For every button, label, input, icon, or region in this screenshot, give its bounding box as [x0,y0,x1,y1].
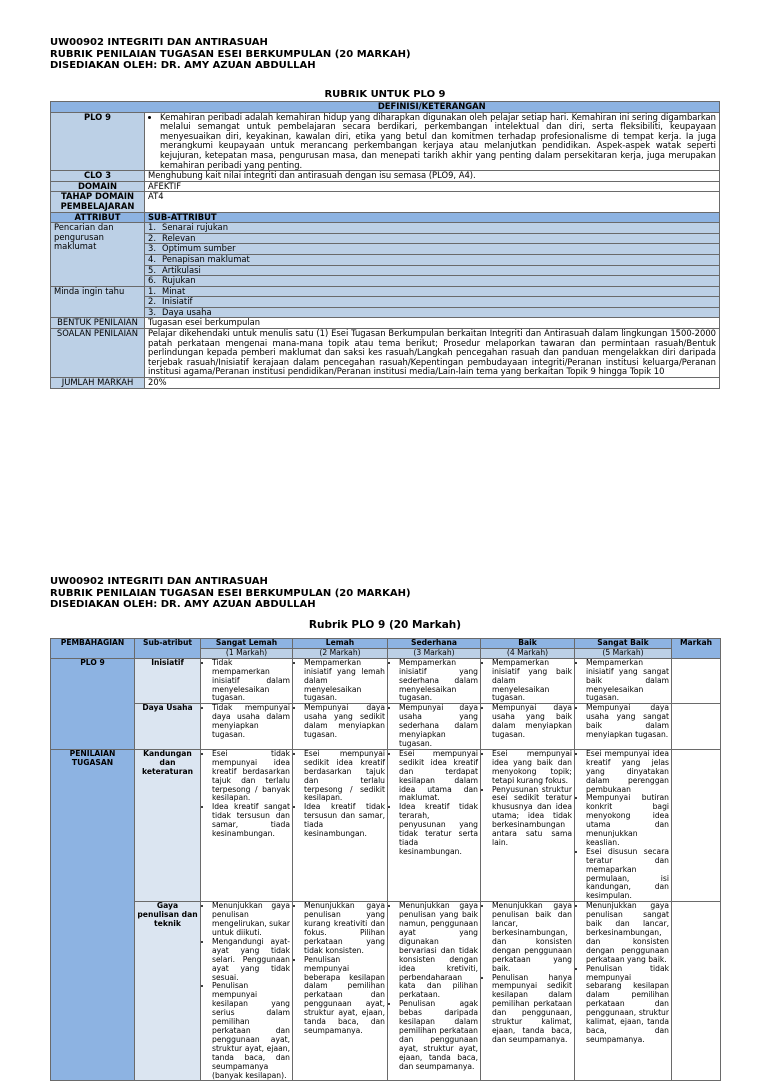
subattr-gaya-penulisan: Gaya penulisan dan teknik [135,902,201,1081]
soalan-value: Pelajar dikehendaki untuk menulis satu (1) Esei Tugasan Berkumpulan berkaitan Integriti dan Antirasuah dalam lingkungan 1500-2000 patah perkataan mengenai mana-mana topik atau tema berikut; Prosedur melaporkan tawaran dan permintaan rasuah/Bentuk perlindungan kepada pemberi maklumat dan saksi kes rasuah/Langkah pencegahan rasuah dan panduan mengelakkan diri daripada terjebak rasuah/Inisiatif kerajaan dalam pencegahan rasuah/Kepentingan pembudayaan integriti/Peranan institusi keluarga/Peranan institusi agama/Peranan institusi pendidikan/Peranan institusi media/Lain-lain tema yang berkaitan Topik 9 hingga Topik 10 [145,329,720,378]
rubric-cell: • Mempunyai daya usaha yang sangat baik dalam menyiapkan tugasan. [575,704,672,750]
domain-value: AFEKTIF [145,181,720,192]
rubric-cell: • Mempunyai daya usaha yang sederhana dalam menyiapkan tugasan. [388,704,481,750]
markah-cell[interactable] [672,658,721,704]
mark-4: (4 Markah) [481,648,575,658]
page2-title: Rubrik PLO 9 (20 Markah) [308,619,462,631]
rubric-cell: • Tidak mempunyai daya usaha dalam menyiapkan tugasan. [201,704,293,750]
rubric-cell: • Menunjukkan gaya penulisan baik dan lancar, berkesinambungan, dan konsisten dengan penggunaan perkataan yang baik. • Penulisan hanya mempunyai sedikit kesilapan dalam pemilihan perkataan dan penggunaan, struktur kalimat, ejaan, tanda baca, dan seumpamanya. [481,902,575,1081]
mark-1: (1 Markah) [201,648,293,658]
rubric-cell: • Esei mempunyai sedikit idea kreatif berdasarkan tajuk dan terlalu terpesong / sedikit kesilapan. • Idea kreatif tidak tersusun dan samar, tiada kesinambungan. [293,749,388,901]
page1-title: RUBRIK UNTUK PLO 9 [324,89,446,100]
subattr-item: 3. Optimum sumber [145,244,720,255]
tahap-value: AT4 [145,192,720,212]
bentuk-label: BENTUK PENILAIAN [51,318,145,329]
rubric-cell: • Tidak mempamerkan inisiatif dalam menyelesaikan tugasan. [201,658,293,704]
table-row [51,749,721,901]
markah-cell[interactable] [672,902,721,1081]
subattr-item: 3. Daya usaha [145,307,720,318]
plo-label: PLO 9 [51,112,145,171]
col-sederhana: Sederhana [388,639,481,649]
mark-2: (2 Markah) [293,648,388,658]
rubric-cell: • Mempunyai daya usaha yang baik dalam menyiapkan tugasan. [481,704,575,750]
table-row [51,658,721,704]
subattr-item: 2. Relevan [145,233,720,244]
rubric-title: RUBRIK PENILAIAN TUGASAN ESEI BERKUMPULAN (20 MARKAH) [50,48,411,60]
subattr-item: 2. Inisiatif [145,297,720,308]
prepared-by: DISEDIAKAN OLEH: DR. AMY AZUAN ABDULLAH [50,60,316,71]
rubric-cell: • Mempamerkan inisiatif yang sangat baik dalam menyelesaikan tugasan. [575,658,672,704]
rubric-cell: • Esei tidak mempunyai idea kreatif berdasarkan tajuk dan terlalu terpesong / banyak kesilapan. • Idea kreatif sangat tidak tersusun dan samar, tiada kesinambungan. [201,749,293,901]
course-title: UW00902 INTEGRITI DAN ANTIRASUAH [50,37,268,48]
plo-definition-table [50,101,720,389]
markah-cell[interactable] [672,704,721,750]
attr-pencarian: Pencarian dan pengurusan maklumat [51,223,145,287]
col-baik: Baik [481,639,575,649]
subattr-kandungan: Kandungan dan keteraturan [135,749,201,901]
subattr-label: SUB-ATTRIBUT [145,212,720,223]
page2-header [50,576,411,611]
page1-header [50,37,411,72]
plo-definition: • Kemahiran peribadi adalah kemahiran hidup yang diharapkan digunakan oleh pelajar setiap hari. Kemahiran ini sering digambarkan melalui semangat untuk pembelajaran secara berdikari, perkembangan intelektual dan diri, serta fleksibiliti, keupayaan menyesuaikan diri, keyakinan, kawalan diri, etika yang betul dan komitmen terhadap profesionalisme di tempat kerja. Ia juga merangkumi keupayaan untuk merancang perkembangan kerjaya atau melanjutkan pendidikan. Aspek-aspek watak seperti kejujuran, ketepatan masa, pengurusan masa, dan menepati tarikh akhir yang penting dalam persekitaran kerja, juga merupakan kemahiran peribadi yang penting. [145,112,720,171]
rubric-cell: • Menunjukkan gaya penulisan sangat baik dan lancar, berkesinambungan, dan konsisten dengan penggunaan perkataan yang baik. • Penulisan tidak mempunyai sebarang kesilapan dalam pemilihan perkataan dan penggunaan, struktur kalimat, ejaan, tanda baca, dan seumpamanya. [575,902,672,1081]
rubric-cell: • Menunjukkan gaya penulisan mengelirukan, sukar untuk diikuti. • Mengandungi ayat-ayat yang tidak selari. Penggunaan ayat yang tidak sesuai. • Penulisan mempunyai kesilapan yang serius dalam pemilihan perkataan dan penggunaan ayat, struktur ayat, ejaan, tanda baca, dan seumpamanya (banyak kesilapan). [201,902,293,1081]
mark-3: (3 Markah) [388,648,481,658]
soalan-label: SOALAN PENILAIAN [51,329,145,378]
bentuk-value: Tugasan esei berkumpulan [145,318,720,329]
rubric-cell: • Mempunyai daya usaha yang sedikit dalam menyiapkan tugasan. [293,704,388,750]
subattr-item: 1. Senarai rujukan [145,223,720,234]
domain-label: DOMAIN [51,181,145,192]
rubric-cell: • Mempamerkan inisiatif yang sederhana dalam menyelesaikan tugasan. [388,658,481,704]
table-row [51,902,721,1081]
attr-minda: Minda ingin tahu [51,286,145,318]
col-sangat-lemah: Sangat Lemah [201,639,293,649]
tahap-label: TAHAP DOMAIN PEMBELAJARAN [51,192,145,212]
col-subatribut: Sub-atribut [135,639,201,659]
subattr-item: 5. Artikulasi [145,265,720,276]
rubric-title: RUBRIK PENILAIAN TUGASAN ESEI BERKUMPULAN (20 MARKAH) [50,587,411,599]
jumlah-label: JUMLAH MARKAH [51,378,145,389]
course-title: UW00902 INTEGRITI DAN ANTIRASUAH [50,576,268,587]
jumlah-value: 20% [145,378,720,389]
col-header: DEFINISI/KETERANGAN [145,102,720,113]
rubric-cell: • Esei mempunyai sedikit idea kreatif dan terdapat kesilapan dalam idea utama dan maklumat. • Idea kreatif tidak terarah, penyusunan yang tidak teratur serta tiada kesinambungan. [388,749,481,901]
col-sangat-baik: Sangat Baik [575,639,672,649]
subattr-item: 4. Penapisan maklumat [145,254,720,265]
attr-label: ATTRIBUT [51,212,145,223]
subattr-item: 6. Rujukan [145,276,720,287]
col-pembahagian: PEMBAHAGIAN [51,639,135,659]
mark-5: (5 Markah) [575,648,672,658]
rubric-cell: • Mempamerkan inisiatif yang baik dalam menyelesaikan tugasan. [481,658,575,704]
table-row [51,704,721,750]
clo-value: Menghubung kait nilai integriti dan antirasuah dengan isu semasa (PLO9, A4). [145,171,720,182]
col-lemah: Lemah [293,639,388,649]
markah-cell[interactable] [672,749,721,901]
rubric-cell: • Esei mempunyai idea yang baik dan menyokong topik; tetapi kurang fokus. • Penyusunan struktur esei sedikit teratur khususnya dan idea utama; idea tidak berkesinambungan antara satu sama lain. [481,749,575,901]
rubric-table [50,638,721,1081]
rubric-cell: • Mempamerkan inisiatif yang lemah dalam menyelesaikan tugasan. [293,658,388,704]
rubric-cell: • Menunjukkan gaya penulisan yang baik namun, penggunaan ayat yang digunakan bervariasi dan tidak konsisten dengan idea kretiviti, perbendaharaan kata dan pilihan perkataan. • Penulisan agak bebas daripada kesilapan dalam pemilihan perkataan dan penggunaan ayat, struktur ayat, ejaan, tanda baca, dan seumpamanya. [388,902,481,1081]
rubric-cell: • Esei mempunyai idea kreatif yang jelas yang dinyatakan dalam perenggan pembukaan • Mempunyai butiran konkrit bagi menyokong idea utama dan menunjukkan keaslian. • Esei disusun secara teratur dan memaparkan permulaan, isi kandungan, dan kesimpulan. [575,749,672,901]
section-plo9: PLO 9 [51,658,135,749]
subattr-item: 1. Minat [145,286,720,297]
prepared-by: DISEDIAKAN OLEH: DR. AMY AZUAN ABDULLAH [50,599,316,610]
section-penilaian-tugasan: PENILAIAN TUGASAN [51,749,135,1081]
subattr-inisiatif: Inisiatif [135,658,201,704]
subattr-daya-usaha: Daya Usaha [135,704,201,750]
col-markah: Markah [672,639,721,659]
rubric-cell: • Menunjukkan gaya penulisan yang kurang kreativiti dan fokus. Pilihan perkataan yang tidak konsisten. • Penulisan mempunyai beberapa kesilapan dalam pemilihan perkataan dan penggunaan ayat, struktur ayat, ejaan, tanda baca, dan seumpamanya. [293,902,388,1081]
clo-label: CLO 3 [51,171,145,182]
